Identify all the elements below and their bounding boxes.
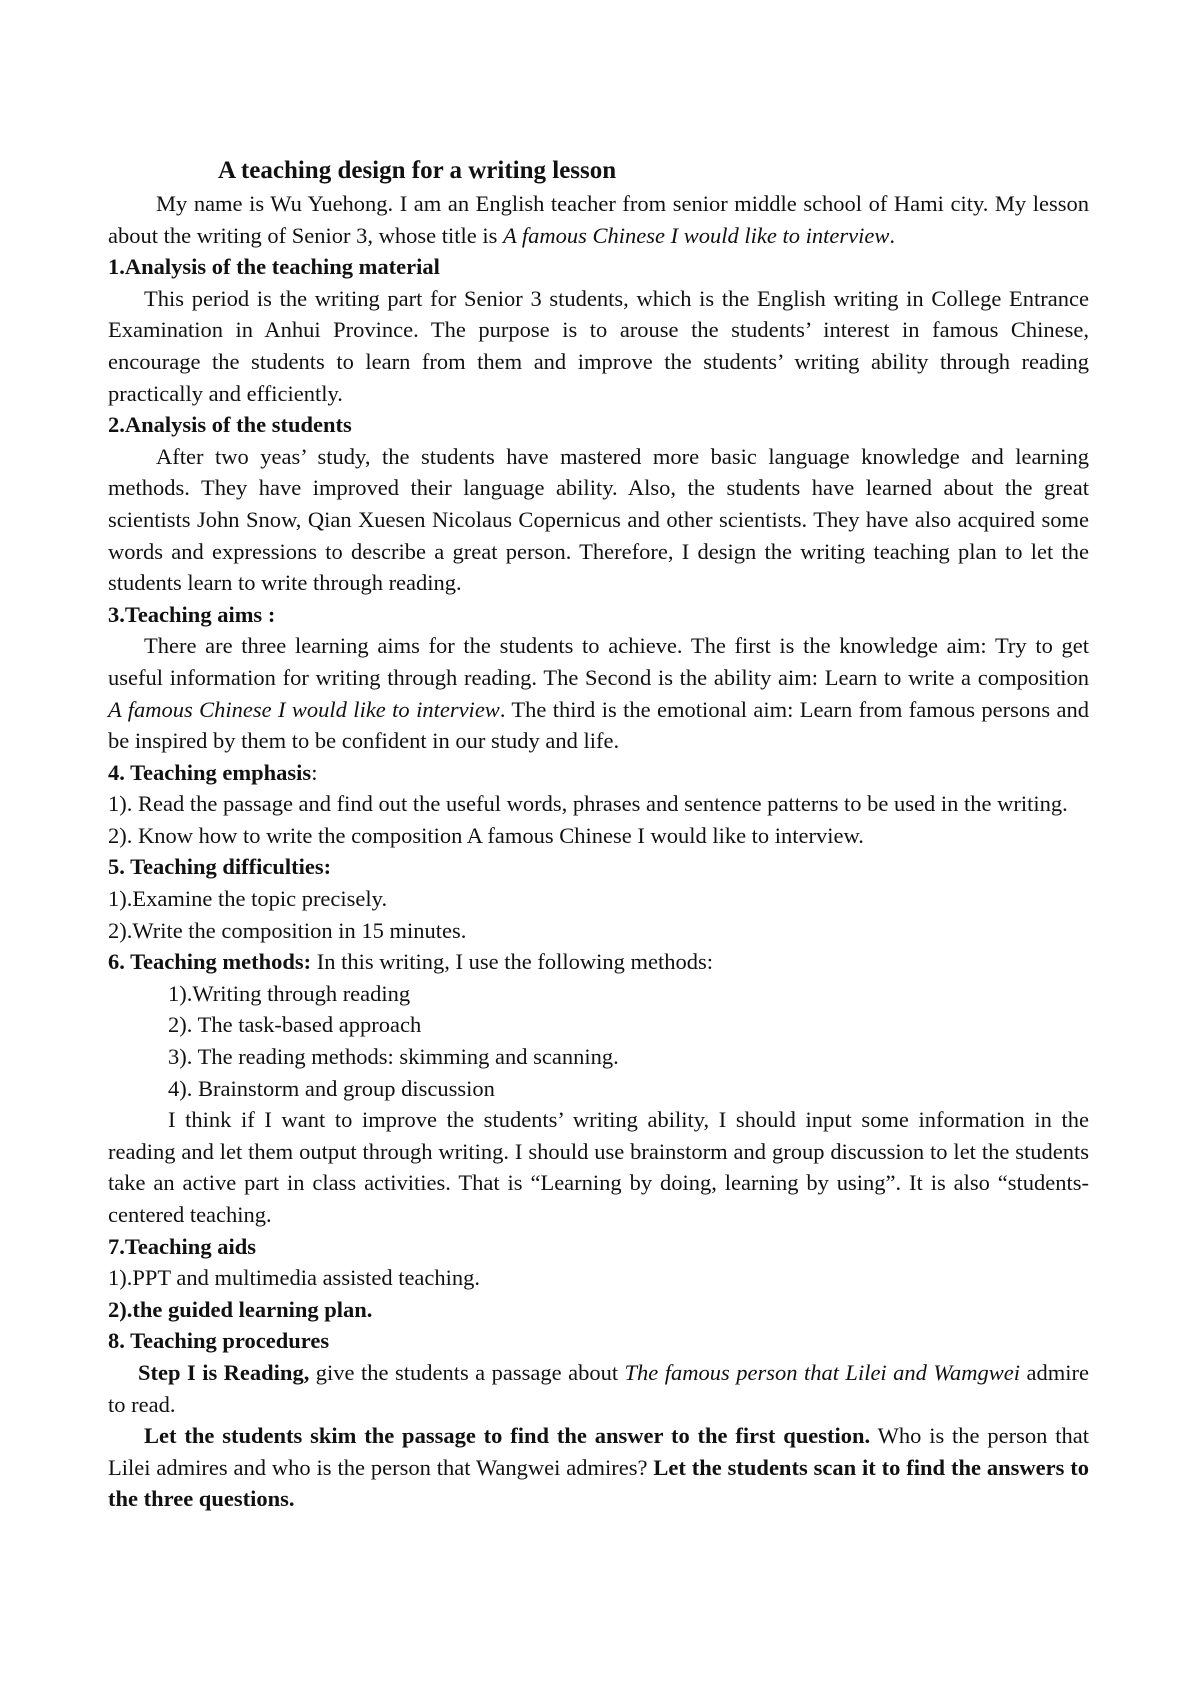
- skim-question: Who is the person that Lilei admires and who is the person that Wangwei admires?: [108, 1423, 1089, 1480]
- skim-instruction: Let the students skim the passage to find the answer to the first question.: [144, 1423, 871, 1449]
- intro-paragraph: [108, 188, 1089, 251]
- step-italic: The famous person that Lilei and Wamgwei: [624, 1359, 1021, 1385]
- section-7-heading: 7.Teaching aids: [108, 1233, 256, 1259]
- section-3-italic: A famous Chinese I would like to interview: [108, 696, 500, 722]
- section-6-item: 1).Writing through reading: [168, 980, 411, 1006]
- section-4-item: 2). Know how to write the composition A famous Chinese I would like to interview.: [108, 822, 864, 848]
- section-4-colon: :: [311, 759, 318, 785]
- step-end: admire to read.: [108, 1359, 1090, 1417]
- section-1-body: This period is the writing part for Senior 3 students, which is the English writing in College Entrance Examination in Anhui Province. The purpose is to arouse the students’ interest in famous Chinese, encourage the students to learn from them and improve the students’ writing ability through reading practically and efficiently.: [108, 285, 1089, 406]
- section-6-heading: 6. Teaching methods:: [108, 949, 312, 975]
- section-7-item-1: 1).PPT and multimedia assisted teaching.: [108, 1265, 481, 1291]
- document-page: [108, 155, 1089, 1515]
- section-3-text-b: . The third is the emotional aim: Learn from famous persons and be inspired by them to be confident in our study and life.: [108, 696, 1089, 754]
- section-4-item: 1). Read the passage and find out the useful words, phrases and sentence patterns to be used in the writing.: [108, 791, 1068, 817]
- section-6-list: [108, 978, 1089, 1104]
- section-2-body: After two yeas’ study, the students have mastered more basic language knowledge and learning methods. They have improved their language ability. Also, the students have learned about the great scientists John Snow, Qian Xuesen Nicolaus Copernicus and other scientists. They have also acquired some words and expressions to describe a great person. Therefore, I design the writing teaching plan to let the students learn to write through reading.: [108, 443, 1089, 596]
- step-text: give the students a passage about: [309, 1359, 625, 1385]
- intro-end: .: [889, 222, 895, 248]
- section-3-heading: 3.Teaching aims :: [108, 601, 276, 627]
- section-4-heading: 4. Teaching emphasis: [108, 759, 312, 785]
- section-8-step-paragraph: [108, 1357, 1089, 1420]
- section-3-body: [108, 630, 1089, 756]
- section-7-item-2: 2).the guided learning plan.: [108, 1296, 373, 1322]
- section-6-lead: In this writing, I use the following methods:: [311, 949, 714, 975]
- intro-text: My name is Wu Yuehong. I am an English teacher from senior middle school of Hami city. My lesson about the writing of Senior 3, whose title is: [108, 191, 1089, 248]
- section-5-heading: 5. Teaching difficulties:: [108, 854, 332, 880]
- section-4-heading-line: [108, 757, 1089, 789]
- section-6-item: 3). The reading methods: skimming and scanning.: [168, 1044, 619, 1070]
- scan-instruction: Let the students scan it to find the answers to the three questions.: [108, 1454, 1089, 1512]
- section-6-body: I think if I want to improve the students’ writing ability, I should input some information in the reading and let them output through writing. I should use brainstorm and group discussion to let the students take an active part in class activities. That is “Learning by doing, learning by using”. It is also “students-centered teaching.: [108, 1107, 1089, 1227]
- intro-italic-title: A famous Chinese I would like to interview: [502, 222, 890, 248]
- section-6-item: 2). The task-based approach: [168, 1012, 422, 1038]
- section-6-item: 4). Brainstorm and group discussion: [168, 1075, 495, 1101]
- section-5-item: 2).Write the composition in 15 minutes.: [108, 917, 467, 943]
- section-6-heading-line: [108, 946, 1089, 978]
- section-8-second-paragraph: [108, 1420, 1089, 1515]
- section-5-item: 1).Examine the topic precisely.: [108, 886, 388, 912]
- document-title: A teaching design for a writing lesson: [218, 157, 617, 184]
- section-2-heading: 2.Analysis of the students: [108, 412, 352, 438]
- section-3-text-a: There are three learning aims for the students to achieve. The first is the knowledge aim: Try to get useful information for writing through reading. The Second is the ability aim: Learn to write a composition: [108, 633, 1089, 690]
- step-label: Step I is Reading,: [138, 1359, 310, 1385]
- section-8-heading: 8. Teaching procedures: [108, 1328, 330, 1354]
- section-1-heading: 1.Analysis of the teaching material: [108, 254, 440, 280]
